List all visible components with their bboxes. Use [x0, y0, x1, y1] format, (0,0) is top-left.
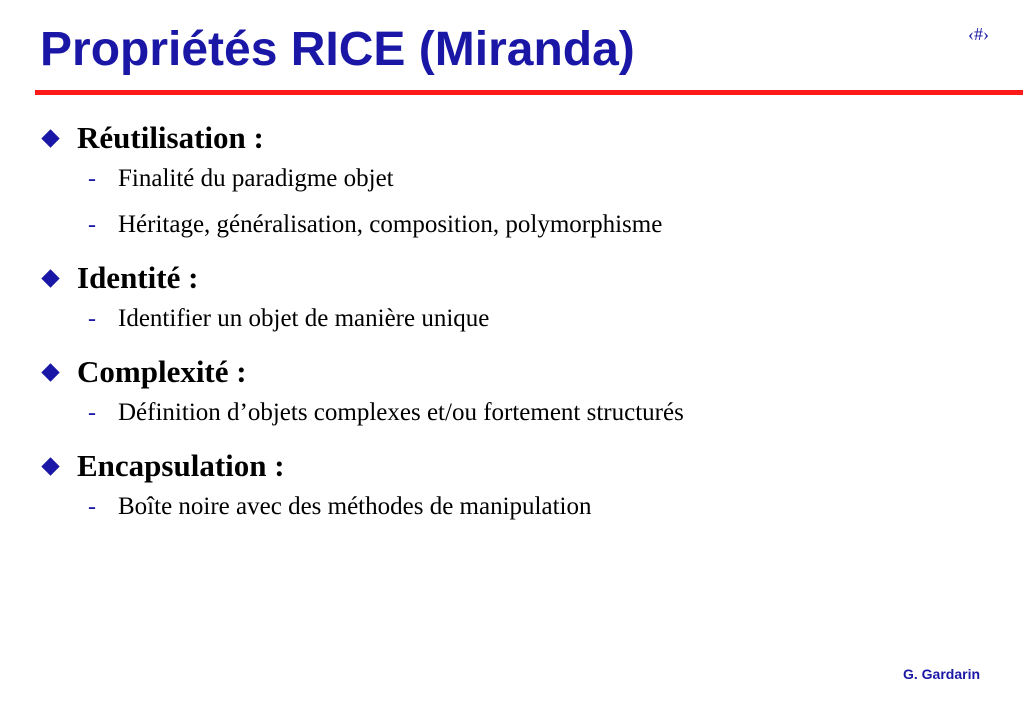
bullet-encapsulation — [42, 446, 1002, 486]
dash-marker-icon: - — [88, 306, 96, 332]
sub-item — [42, 204, 1002, 250]
slide-number: ‹#› — [968, 24, 989, 44]
sub-item-text: Finalité du paradigme objet — [118, 165, 394, 192]
sub-item-text: Héritage, généralisation, composition, polymorphisme — [118, 211, 663, 238]
sub-item — [42, 158, 1002, 204]
dash-marker-icon: - — [88, 494, 96, 520]
bullet-list — [42, 118, 1002, 532]
sub-item-text: Boîte noire avec des méthodes de manipulation — [118, 493, 592, 520]
sub-item-text: Définition d’objets complexes et/ou fortement structurés — [118, 399, 684, 426]
title-divider — [35, 90, 1023, 95]
diamond-bullet-icon — [41, 129, 59, 147]
diamond-bullet-icon — [41, 269, 59, 287]
sub-item — [42, 392, 1002, 438]
sub-item — [42, 298, 1002, 344]
dash-marker-icon: - — [88, 166, 96, 192]
dash-marker-icon: - — [88, 212, 96, 238]
dash-marker-icon: - — [88, 400, 96, 426]
bullet-label: Complexité : — [77, 354, 247, 389]
bullet-label: Identité : — [77, 260, 199, 295]
bullet-label: Encapsulation : — [77, 448, 285, 483]
footer-author: G. Gardarin — [903, 666, 981, 682]
sub-item-text: Identifier un objet de manière unique — [118, 305, 490, 332]
slide-title: Propriétés RICE (Miranda) — [40, 23, 635, 76]
bullet-identite — [42, 258, 1002, 298]
diamond-bullet-icon — [41, 457, 59, 475]
sub-item — [42, 486, 1002, 532]
bullet-reutilisation — [42, 118, 1002, 158]
diamond-bullet-icon — [41, 363, 59, 381]
bullet-complexite — [42, 352, 1002, 392]
bullet-label: Réutilisation : — [77, 120, 264, 155]
